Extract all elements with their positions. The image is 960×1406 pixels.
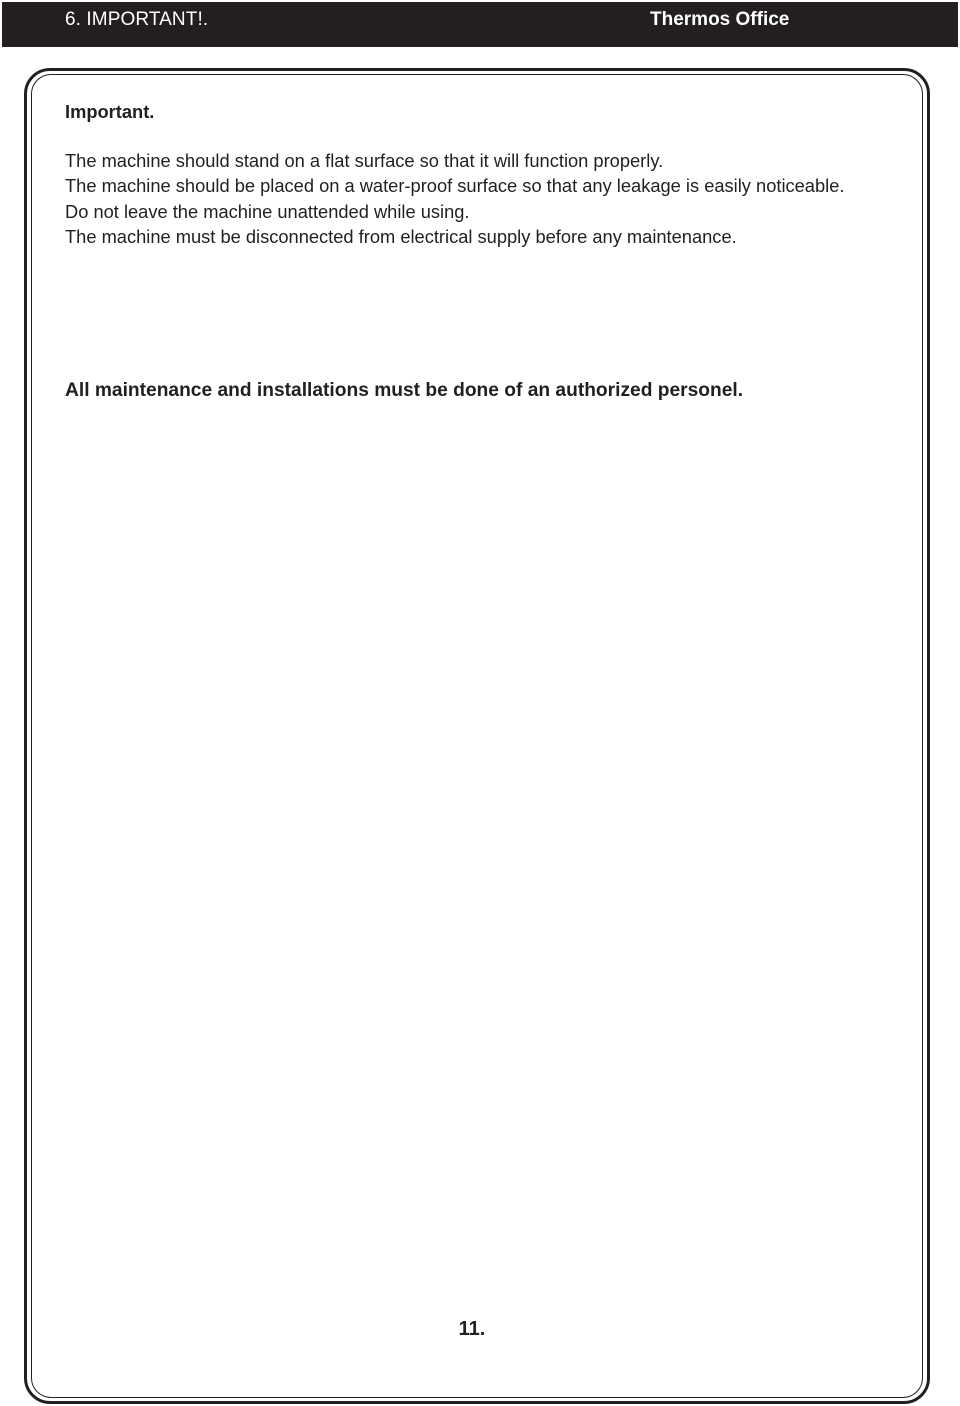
maintenance-notice: All maintenance and installations must be done of an authorized personel. (65, 380, 744, 401)
page-number: 11. (458, 1318, 486, 1340)
product-name: Thermos Office (650, 9, 790, 30)
instruction-water-proof-surface: The machine should be placed on a water-proof surface so that any leakage is easily noticeable. (65, 175, 845, 196)
instruction-disconnect: The machine must be disconnected from electrical supply before any maintenance. (65, 226, 737, 247)
page-heading: Important. (65, 101, 155, 122)
section-title: 6. IMPORTANT!. (65, 9, 209, 30)
instruction-unattended: Do not leave the machine unattended while using. (65, 200, 470, 222)
header-bar (2, 2, 958, 47)
page-frame-inner (31, 74, 923, 1398)
page-content (65, 99, 905, 250)
instruction-flat-surface: The machine should stand on a flat surface so that it will function properly. (65, 149, 664, 171)
